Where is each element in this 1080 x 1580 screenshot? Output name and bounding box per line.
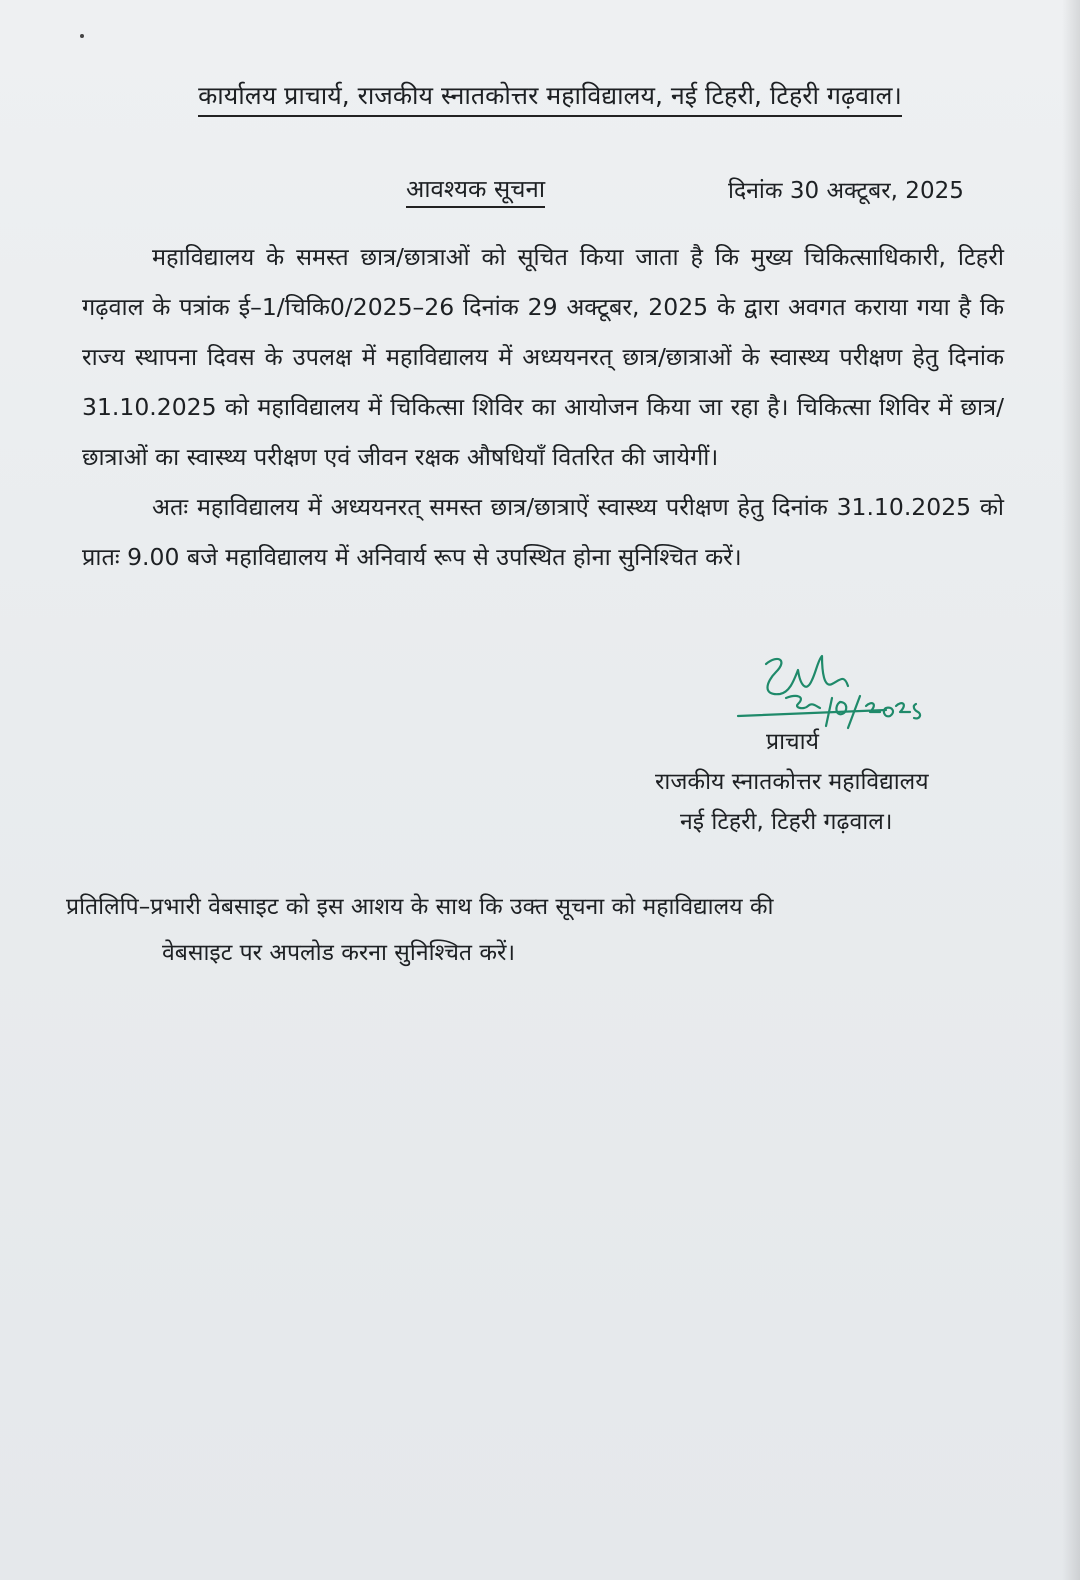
notice-paragraph-2: अतः महाविद्यालय में अध्ययनरत् समस्त छात्र/छात्राऐं स्वास्थ्य परीक्षण हेतु दिनांक 31.10.2025 को प्रातः 9.00 बजे महाविद्यालय में अनिवार्य रूप से उपस्थित होना सुनिश्चित करें। (82, 493, 1004, 571)
signatory-location: नई टिहरी, टिहरी गढ़वाल। (680, 809, 893, 835)
handwritten-signature (736, 650, 926, 740)
notice-heading: आवश्यक सूचना (406, 172, 545, 208)
office-header (0, 78, 1080, 117)
notice-body (82, 232, 1004, 582)
office-title: कार्यालय प्राचार्य, राजकीय स्नातकोत्तर महाविद्यालय, नई टिहरी, टिहरी गढ़वाल। (198, 78, 902, 117)
copy-to-line-1: प्रतिलिपि–प्रभारी वेबसाइट को इस आशय के साथ कि उक्त सूचना को महाविद्यालय की (66, 894, 774, 920)
signatory-institution: राजकीय स्नातकोत्तर महाविद्यालय (655, 769, 929, 795)
page-edge-shadow (1062, 0, 1080, 1580)
signatory-title: प्राचार्य (766, 729, 819, 755)
paper-speck (80, 34, 84, 38)
notice-paragraph-1: महाविद्यालय के समस्त छात्र/छात्राओं को सूचित किया जाता है कि मुख्य चिकित्साधिकारी, टिहरी गढ़वाल के पत्रांक ई–1/चिकि0/2025–26 दिनांक 29 अक्टूबर, 2025 के द्वारा अवगत कराया गया है कि राज्य स्थापना दिवस के उपलक्ष में महाविद्यालय में अध्ययनरत् छात्र/छात्राओं के स्वास्थ्य परीक्षण हेतु दिनांक 31.10.2025 को महाविद्यालय में चिकित्सा शिविर का आयोजन किया जा रहा है। चिकित्सा शिविर में छात्र/छात्राओं का स्वास्थ्य परीक्षण एवं जीवन रक्षक औषधियॉं वितरित की जायेगीं। (82, 243, 1004, 471)
notice-date: दिनांक 30 अक्टूबर, 2025 (728, 178, 964, 204)
copy-to-line-2: वेबसाइट पर अपलोड करना सुनिश्चित करें। (162, 940, 516, 966)
copy-to-note (66, 884, 966, 976)
